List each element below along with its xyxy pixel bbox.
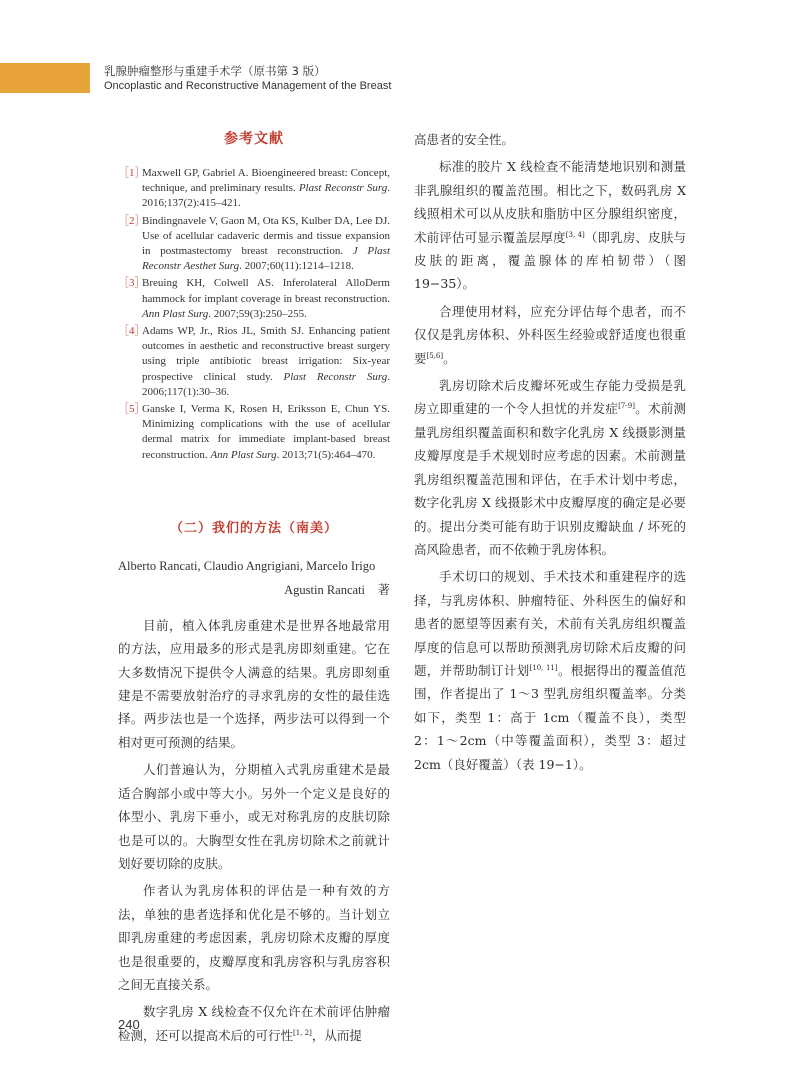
reference-number: ［4］ [118,325,146,338]
right-body-text [414,128,686,776]
reference-journal: Ann Plast Surg [142,307,209,320]
right-column [414,128,686,780]
header-title-en: Oncoplastic and Reconstructive Management of the Breast [104,80,392,92]
reference-number: ［3］ [118,277,146,290]
running-header [104,63,391,93]
reference-journal: Plast Reconstr Surg [298,182,388,195]
reference-number: ［2］ [118,214,146,227]
reference-journal: J Plast Reconstr Aesthet Surg [142,245,390,273]
reference-item [118,276,390,322]
body-paragraph: 标准的胶片 X 线检查不能清楚地识别和测量非乳腺组织的覆盖范围。相比之下，数码乳房 X 线照相术可以从皮肤和脂肪中区分腺组织密度，术前评估可显示覆盖层厚度[3, 4]（即乳房、皮肤与皮肤的距离，覆盖腺体的库柏韧带）（图 19−35）。 [414,159,686,292]
reference-item [118,214,390,275]
body-paragraph: 目前，植入体乳房重建术是世界各地最常用的方法，应用最多的形式是乳房即刻重建。它在大多数情况下提供令人满意的结果。乳房即刻重建是不需要放射治疗的寻求乳房的女性的最佳选择。两步法也是一个选择，两步法可以得到一个相对更可预测的结果。 [118,617,390,750]
authors-line-1: Alberto Rancati, Claudio Angrigiani, Marcelo Irigo [118,558,376,573]
header-color-tab [0,63,90,93]
reference-number: ［1］ [118,167,146,179]
body-paragraph: 高患者的安全性。 [414,132,515,147]
reference-item [118,402,390,463]
left-column [118,128,390,1051]
header-title-cn: 乳腺肿瘤整形与重建手术学（原书第 3 版） [104,64,326,78]
body-paragraph: 数字乳房 X 线检查不仅允许在术前评估肿瘤检测，还可以提高术后的可行性[1, 2]，从而提 [118,1004,390,1043]
citation-superscript: [3, 4] [565,230,585,239]
reference-item [118,166,390,212]
reference-journal: Plast Reconstr Surg [283,370,388,383]
reference-list [118,166,390,463]
authors-line-2: Agustin Rancati 著 [284,582,390,597]
body-paragraph: 作者认为乳房体积的评估是一种有效的方法，单独的患者选择和优化是不够的。当计划立即乳房重建的考虑因素，乳房切除术皮瓣的厚度也是很重要的，皮瓣厚度和乳房容积与乳房容积之间无直接关系。 [118,883,390,992]
reference-text: Bindingnavele V, Gaon M, Ota KS, Kulber DA, Lee DJ. Use of acellular cadaveric dermis and tissue expansion in postmastectomy breast reconstruction. J Plast Reconstr Aesthet Surg. 2007;60(11):1214–1218. [142,214,390,273]
body-paragraph: 人们普遍认为，分期植入式乳房重建术是最适合胸部小或中等大小。另外一个定义是良好的体型小、乳房下垂小，或无对称乳房的皮肤切除也是可以的。大胸型女性在乳房切除术之前就计划好要切除的皮肤。 [118,762,390,871]
reference-text: Ganske I, Verma K, Rosen H, Eriksson E, Chun YS. Minimizing complications with the use of acellular dermal matrix for immediate implant-based breast reconstruction. Ann Plast Surg. 2013;71(5):464–470. [142,403,390,461]
citation-superscript: [7-9] [618,402,635,411]
citation-superscript: [10, 11] [529,663,558,672]
reference-item [118,324,390,400]
body-paragraph: 手术切口的规划、手术技术和重建程序的选择，与乳房体积、肿瘤特征、外科医生的偏好和患者的愿望等因素有关，术前有关乳房组织覆盖厚度的信息可以帮助预测乳房切除术后皮瓣的问题，并帮助制订计划[10, 11]。根据得出的覆盖值范围，作者提出了 1～3 型乳房组织覆盖率。分类如下，类型 1：高于 1cm（覆盖不良），类型 2：1～2cm（中等覆盖面积），类型 3：超过 2cm（良好覆盖）（表 19−1）。 [414,569,686,772]
reference-journal: Ann Plast Surg [210,448,277,461]
citation-superscript: [5,6] [426,351,444,360]
reference-text: Breuing KH, Colwell AS. Inferolateral AlloDerm hammock for implant coverage in breast reconstruction. Ann Plast Surg. 2007;59(3):250–255. [142,277,390,320]
page-number: 240 [118,1017,140,1032]
body-paragraph: 合理使用材料，应充分评估每个患者，而不仅仅是乳房体积、外科医生经验或舒适度也很重要[5,6]。 [414,303,686,366]
citation-superscript: [1, 2] [293,1028,312,1037]
body-paragraph: 乳房切除术后皮瓣坏死或生存能力受损是乳房立即重建的一个令人担忧的并发症[7-9]。术前测量乳房组织覆盖面积和数字化乳房 X 线摄影测量皮瓣厚度是手术规划时应考虑的因素。术前测量乳房组织覆盖范围和评估，在手术计划中考虑，数字化乳房 X 线摄影术中皮瓣厚度的确定是必要的。提出分类可能有助于识别皮瓣缺血 / 坏死的高风险患者，而不依赖于乳房体积。 [414,378,686,557]
references-title: 参考文献 [224,131,284,147]
section-title: （二）我们的方法（南美） [169,520,338,536]
left-body-text [118,614,390,1047]
reference-text: Adams WP, Jr., Rios JL, Smith SJ. Enhancing patient outcomes in aesthetic and reconstructive breast surgery using triple antibiotic breast irrigation: Six-year prospective clinical study. Plast Reconstr Surg. 2006;117(1):30–36. [142,325,391,398]
reference-number: ［5］ [118,403,146,416]
reference-text: Maxwell GP, Gabriel A. Bioengineered breast: Concept, technique, and preliminary results. Plast Reconstr Surg. 2016;137(2):415–421. [142,167,390,210]
